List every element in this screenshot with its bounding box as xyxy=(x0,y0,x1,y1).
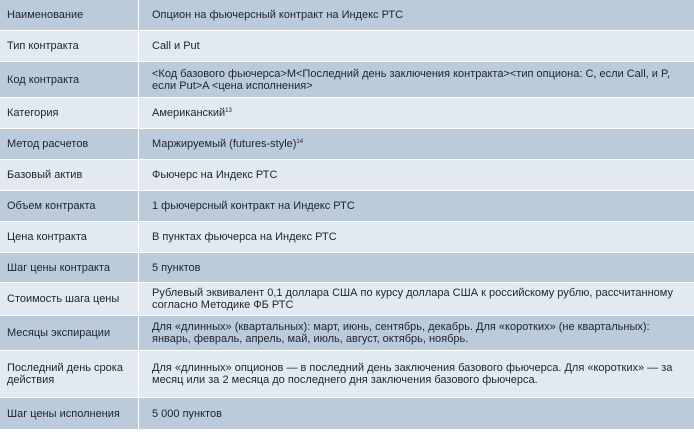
row-label: Тип контракта xyxy=(0,31,139,61)
table-row xyxy=(0,253,694,283)
table-row xyxy=(0,0,694,31)
row-value: 5 пунктов xyxy=(152,261,201,274)
row-value: <Код базового фьючерса>М<Последний день заключения контракта><тип опциона: С, если Call, и P, если Put>A <цена исполнения> xyxy=(152,67,670,92)
table-row xyxy=(0,351,694,398)
row-value xyxy=(139,138,694,150)
row-label: Стоимость шага цены xyxy=(0,283,139,315)
row-value: Фьючерс на Индекс РТС xyxy=(152,169,278,181)
table-row xyxy=(0,98,694,129)
table-row xyxy=(0,222,694,253)
table-row xyxy=(0,283,694,316)
table-row xyxy=(0,62,694,98)
row-label: Метод расчетов xyxy=(0,129,139,159)
table-row xyxy=(0,316,694,351)
row-label: Цена контракта xyxy=(0,222,139,252)
footnote-marker: 13 xyxy=(225,108,232,114)
row-label: Шаг цены контракта xyxy=(0,253,139,282)
row-label: Объем контракта xyxy=(0,191,139,221)
table-row xyxy=(0,191,694,222)
row-value xyxy=(139,107,694,119)
row-label: Базовый актив xyxy=(0,160,139,190)
row-label: Месяцы экспирации xyxy=(0,316,139,350)
row-value: Call и Put xyxy=(152,40,200,52)
value-text: Американский xyxy=(152,107,226,119)
row-value: В пунктах фьючерса на Индекс РТС xyxy=(152,231,337,243)
row-value: 5 000 пунктов xyxy=(152,407,222,420)
table-row xyxy=(0,31,694,62)
row-value: Опцион на фьючерсный контракт на Индекс РТС xyxy=(152,9,404,21)
table-row xyxy=(0,160,694,191)
table-row xyxy=(0,129,694,160)
row-label: Категория xyxy=(0,98,139,128)
row-value: Для «длинных» (квартальных): март, июнь, сентябрь, декабрь. Для «коротких» (не квартальных): январь, февраль, апрель, май, июль, август, октябрь, ноябрь. xyxy=(152,321,650,345)
row-label: Наименование xyxy=(0,0,139,30)
row-label: Последний день срока действия xyxy=(0,351,139,397)
value-text: Маржируемый (futures-style) xyxy=(152,138,297,150)
row-value: Рублевый эквивалент 0,1 доллара США по курсу доллара США к российскому рублю, рассчитанному согласно Методике ФБ РТС xyxy=(152,287,673,311)
footnote-marker: 14 xyxy=(296,139,304,145)
row-value: 1 фьючерсный контракт на Индекс РТС xyxy=(152,200,355,212)
row-label: Шаг цены исполнения xyxy=(0,398,139,429)
row-label: Код контракта xyxy=(0,62,139,97)
table-row xyxy=(0,398,694,429)
row-value: Для «длинных» опционов — в последний день заключения базового фьючерса. Для «коротких» — за месяц или за 2 месяца до последнего дня заключения базового фьючерса. xyxy=(152,362,673,386)
